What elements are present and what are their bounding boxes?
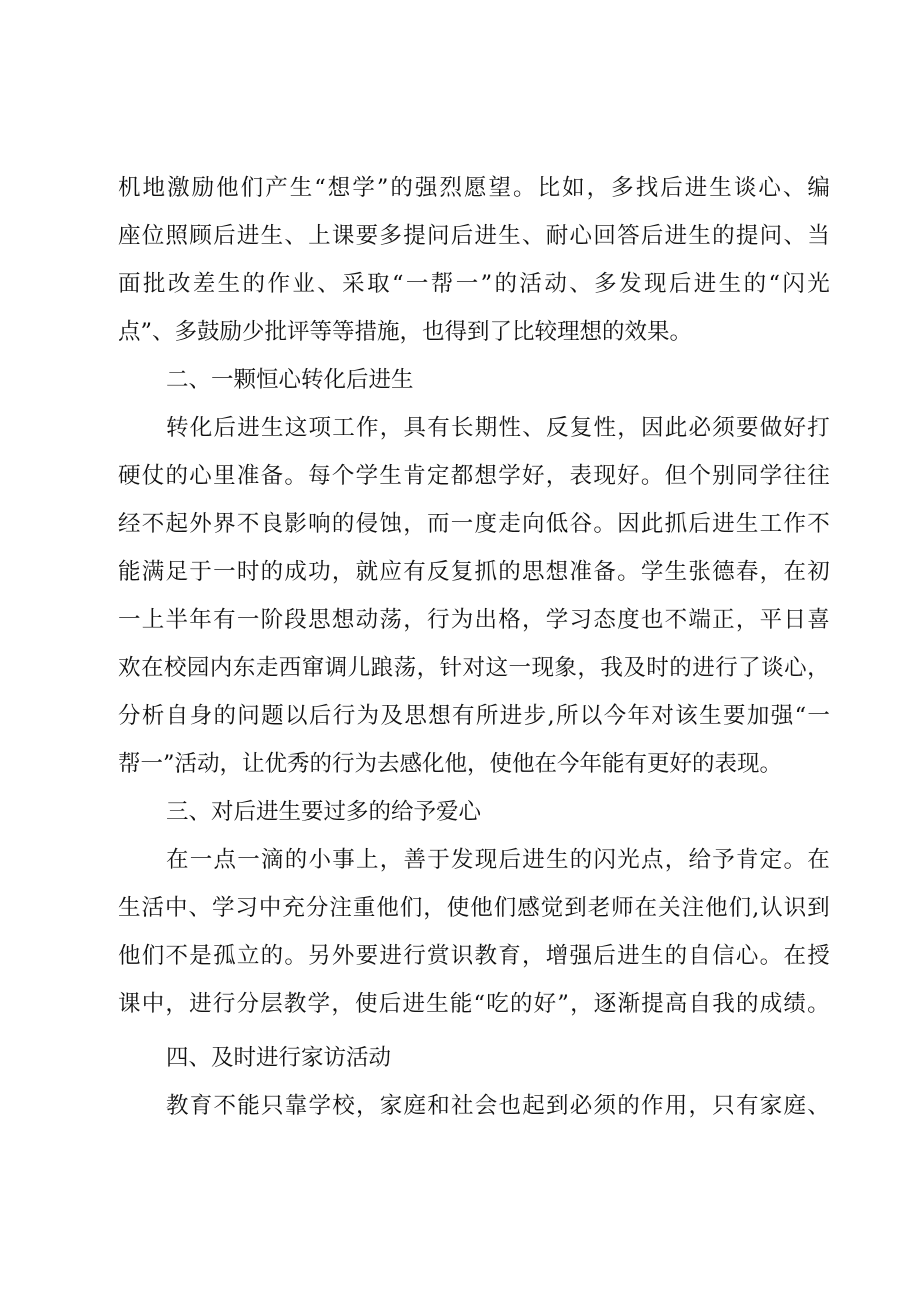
text-line: 生 活 中 、 学 习 中 充 分 注 重 他 们 ， 使 他 们 感 觉 到 老 师 在 关 注 他 们 , 认 识 到 <box>118 895 830 921</box>
text-line: 他 们 不 是 孤 立 的 。 另 外 要 进 行 赏 识 教 育 ， 增 强 后 进 生 的 自 信 心 。 在 授 <box>118 943 830 969</box>
text-line: 课 中 ， 进 行 分 层 教 学 ， 使 后 进 生 能 “ 吃 的 好 ” ， 逐 渐 提 高 自 我 的 成 绩 。 <box>118 991 830 1017</box>
text-line: 分 析 自 身 的 问 题 以 后 行 为 及 思 想 有 所 进 步 , 所 以 今 年 对 该 生 要 加 强 “ 一 <box>118 703 830 729</box>
text-line: 经 不 起 外 界 不 良 影 响 的 侵 蚀 ， 而 一 度 走 向 低 谷 。 因 此 抓 后 进 生 工 作 不 <box>118 511 830 537</box>
text-line: 帮一”活动，让优秀的行为去感化他，使他在今年能有更好的表现。 <box>118 751 783 777</box>
section-heading-3: 三、对后进生要过多的给予爱心 <box>166 799 482 825</box>
text-line: 能 满 足 于 一 时 的 成 功 ， 就 应 有 反 复 抓 的 思 想 准 备 。 学 生 张 德 春 ， 在 初 <box>118 559 830 585</box>
text-line: 点”、多鼓励少批评等等措施，也得到了比较理想的效果。 <box>118 319 693 345</box>
text-line: 转 化 后 进 生 这 项 工 作 ， 具 有 长 期 性 、 反 复 性 ， 因 此 必 须 要 做 好 打 <box>166 415 830 441</box>
section-heading-2: 二、一颗恒心转化后进生 <box>166 367 414 393</box>
section-heading-4: 四、及时进行家访活动 <box>166 1045 392 1071</box>
text-line: 机 地 激 励 他 们 产 生 “ 想 学 ” 的 强 烈 愿 望 。 比 如 ， 多 找 后 进 生 谈 心 、 编 <box>118 175 830 201</box>
text-line: 教 育 不 能 只 靠 学 校 ， 家 庭 和 社 会 也 起 到 必 须 的 作 用 ， 只 有 家 庭 、 <box>166 1093 830 1119</box>
document-body <box>118 164 830 1130</box>
text-line: 硬 仗 的 心 里 准 备 。 每 个 学 生 肯 定 都 想 学 好 ， 表 现 好 。 但 个 别 同 学 往 往 <box>118 463 830 489</box>
text-line: 座 位 照 顾 后 进 生 、 上 课 要 多 提 问 后 进 生 、 耐 心 回 答 后 进 生 的 提 问 、 当 <box>118 223 830 249</box>
text-line: 面 批 改 差 生 的 作 业 、 采 取 “ 一 帮 一 ” 的 活 动 、 多 发 现 后 进 生 的 “ 闪 光 <box>118 271 830 297</box>
text-line: 一 上 半 年 有 一 阶 段 思 想 动 荡 ， 行 为 出 格 ， 学 习 态 度 也 不 端 正 ， 平 日 喜 <box>118 607 830 633</box>
text-line: 在 一 点 一 滴 的 小 事 上 ， 善 于 发 现 后 进 生 的 闪 光 点 ， 给 予 肯 定 。 在 <box>166 847 830 873</box>
text-line: 欢 在 校 园 内 东 走 西 窜 调 儿 踉 荡 ， 针 对 这 一 现 象 ， 我 及 时 的 进 行 了 谈 心 ， <box>118 655 830 681</box>
